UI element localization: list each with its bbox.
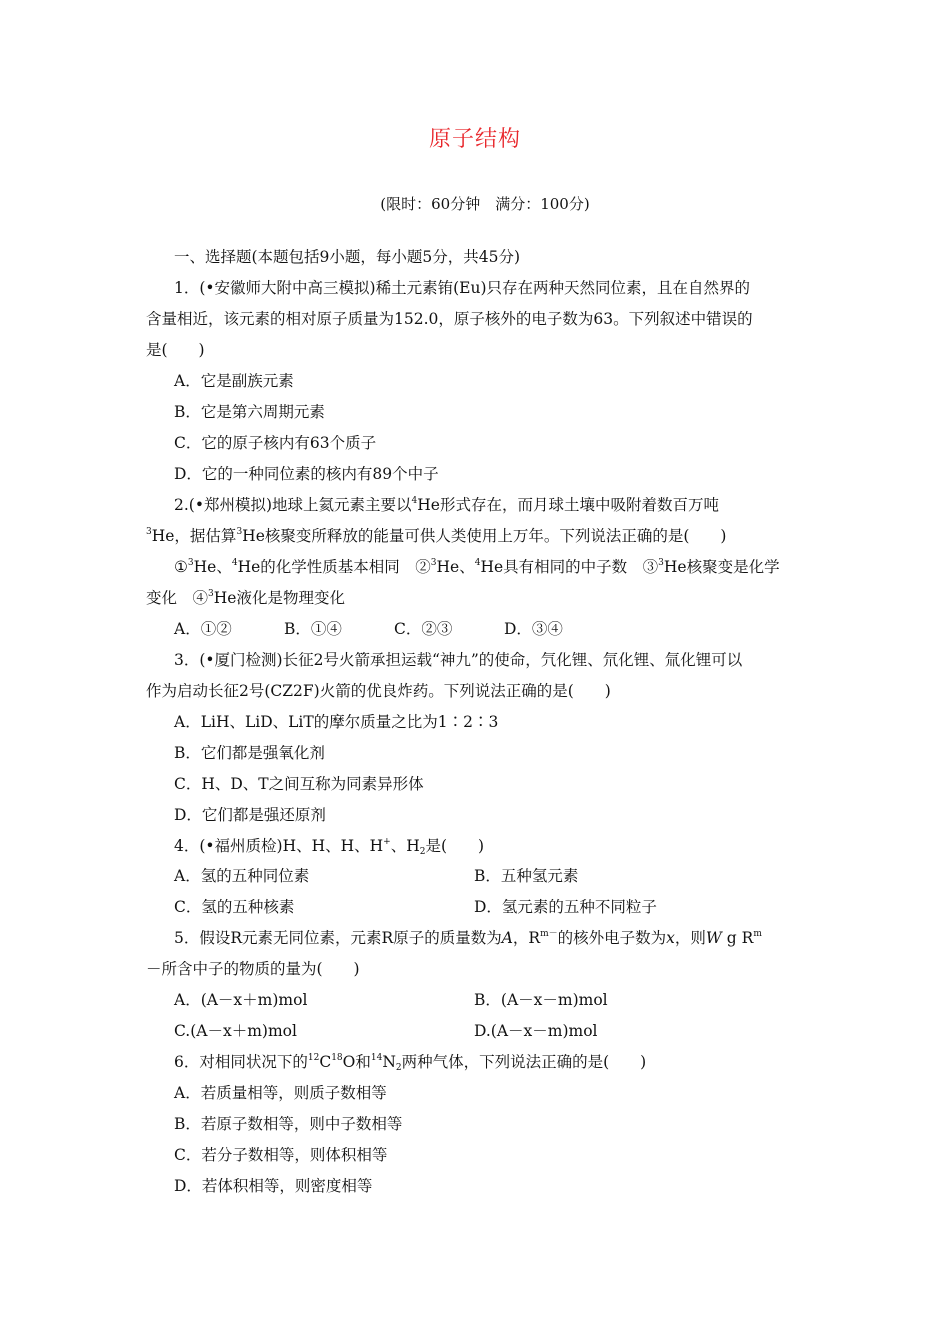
question-2-option-c: C．②③ (394, 620, 453, 638)
question-3-option-d: D．它们都是强还原剂 (174, 806, 326, 824)
question-4-line-1: 4．(•福州质检)H、H、H、H+、$H_2$是( ) (174, 837, 485, 857)
question-1-line-2: 含量相近，该元素的相对原子质量为152.0，原子核外的电子数为63。下列叙述中错误的 (146, 310, 753, 328)
question-4-option-b: B．五种氢元素 (474, 867, 579, 885)
question-2-line-2: $^3$He，据估算$^3$He核聚变所释放的能量可供人类使用上万年。下列说法正确的是( ) (146, 527, 727, 545)
question-2-statements-line-1: ①$^3$He、$^4$He的化学性质基本相同 ②$^3$He、$^4$He具有相同的中子数 ③$^3$He核聚变是化学 (174, 558, 780, 576)
question-3-option-c: C．H、D、T之间互称为同素异形体 (174, 775, 424, 793)
question-2-statements-line-2: 变化 ④$^3$He液化是物理变化 (146, 589, 345, 607)
question-3-line-2: 作为启动长征2号(CZ2F)火箭的优良炸药。下列说法正确的是( ) (146, 682, 611, 700)
question-6-option-d: D．若体积相等，则密度相等 (174, 1177, 373, 1195)
question-5-option-b: B．(A－x－m)mol (474, 991, 608, 1009)
question-6-option-a: A．若质量相等，则质子数相等 (174, 1084, 387, 1102)
question-2-option-a: A．①② (174, 620, 232, 638)
question-1-line-1: 1．(•安徽师大附中高三模拟)稀土元素铕(Eu)只存在两种天然同位素，且在自然界的 (174, 279, 750, 297)
question-1-option-b: B．它是第六周期元素 (174, 403, 325, 421)
question-5-option-a: A．(A－x＋m)mol (174, 991, 308, 1009)
question-5-line-1: 5．假设R元素无同位素，元素R原子的质量数为A，$R^{m-}$的核外电子数为x，则W g $R^m$ (174, 929, 762, 947)
question-3-option-b: B．它们都是强氧化剂 (174, 744, 325, 762)
question-3-option-a: A．LiH、LiD、LiT的摩尔质量之比为1∶2∶3 (174, 713, 499, 731)
question-3-line-1: 3．(•厦门检测)长征2号火箭承担运载“神九”的使命，氕化锂、氘化锂、氚化锂可以 (174, 651, 743, 669)
question-5-option-c: C.(A－x＋m)mol (174, 1022, 297, 1040)
question-2-line-1: 2.(•郑州模拟)地球上氦元素主要以$^4$He形式存在，而月球土壤中吸附着数百万吨 (174, 496, 719, 514)
question-1-option-a: A．它是副族元素 (174, 372, 294, 390)
question-2-option-d: D．③④ (504, 620, 563, 638)
question-6-line-1: 6．对相同状况下的$^{12}C^{18}O$和$^{14}N_2$两种气体，下列说法正确的是( ) (174, 1053, 647, 1073)
question-4-option-c: C．氢的五种核素 (174, 898, 295, 916)
time-limit-note: (限时：60分钟 满分：100分) (380, 195, 590, 213)
question-4-option-a: A．氢的五种同位素 (174, 867, 310, 885)
page-title: 原子结构 (428, 127, 521, 152)
section-heading: 一、选择题(本题包括9小题，每小题5分，共45分) (174, 248, 521, 266)
question-4-option-d: D．氢元素的五种不同粒子 (474, 898, 657, 916)
question-1-line-3: 是( ) (146, 341, 205, 359)
question-1-option-d: D．它的一种同位素的核内有89个中子 (174, 465, 439, 483)
question-6-option-c: C．若分子数相等，则体积相等 (174, 1146, 388, 1164)
question-5-line-2: －所含中子的物质的量为( ) (146, 960, 360, 978)
question-6-option-b: B．若原子数相等，则中子数相等 (174, 1115, 403, 1133)
question-2-option-b: B．①④ (284, 620, 342, 638)
question-5-option-d: D.(A－x－m)mol (474, 1022, 598, 1040)
question-1-option-c: C．它的原子核内有63个质子 (174, 434, 377, 452)
